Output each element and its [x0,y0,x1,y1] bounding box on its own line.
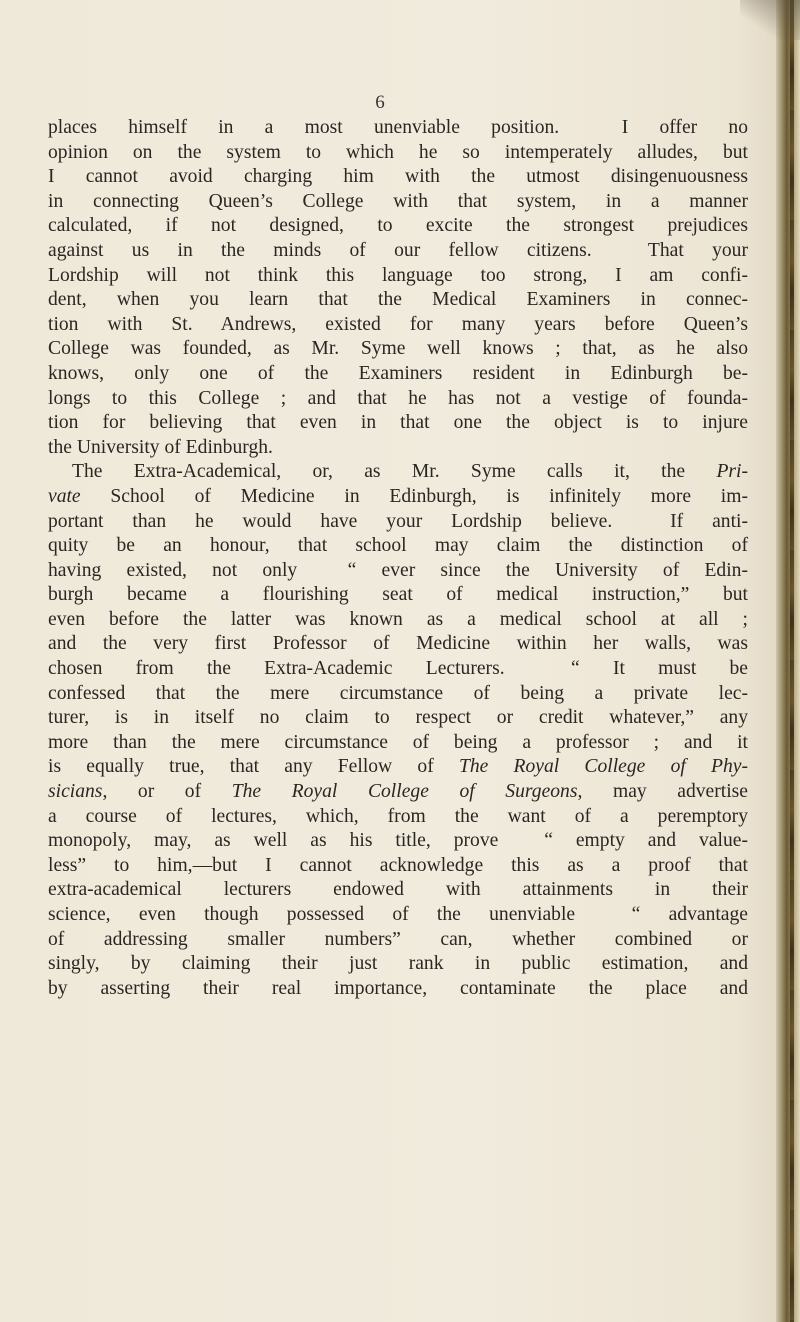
text-line [48,313,748,338]
text-line [48,952,748,977]
text-segment: tion for believing that even in that one the object is to injure [48,412,748,434]
text-segment: I cannot avoid charging him with the utmost disingenuousness [48,166,748,188]
text-line [48,854,748,879]
text-segment: by asserting their real importance, contaminate the place and [48,977,748,999]
text-line [48,239,748,264]
text-line [48,116,748,141]
text-segment: opinion on the system to which he so intemperately alludes, but [48,141,748,163]
text-segment: the University of Edinburgh. [48,436,273,458]
text-line [48,436,748,461]
text-line [48,288,748,313]
text-line [48,632,748,657]
text-segment: tion with St. Andrews, existed for many years before Queen’s [48,313,748,335]
text-segment: in connecting Queen’s College with that system, in a manner [48,190,748,212]
binding-corner-shadow [740,0,800,40]
text-line [48,559,748,584]
text-segment: places himself in a most unenviable position. I offer no [48,117,748,138]
text-segment: of addressing smaller numbers” can, whether combined or [48,928,748,950]
text-line [48,608,748,633]
text-segment: longs to this College ; and that he has not a vestige of founda- [48,387,748,409]
text-segment: College was founded, as Mr. Syme well knows ; that, as he also [48,338,748,360]
text-line [48,903,748,928]
text-line [48,682,748,707]
text-segment: monopoly, may, as well as his title, prove “ empty and value- [48,830,748,852]
text-segment: even before the latter was known as a medical school at all ; [48,608,748,630]
text-segment: a course of lectures, which, from the want of a peremptory [48,805,748,827]
text-segment: portant than he would have your Lordship believe. If anti- [48,510,748,532]
italic-text-segment: The Royal College of Phy- [458,756,749,778]
text-segment: , or of [102,781,232,803]
text-segment: Lordship will not think this language too strong, I am confi- [48,264,748,286]
italic-text-segment: The Royal College of Surgeons [231,781,578,803]
text-line [48,214,748,239]
page-number: 6 [375,92,385,113]
text-line [48,755,748,780]
text-segment: dent, when you learn that the Medical Examiners in connec- [48,289,748,311]
text-segment: School of Medicine in Edinburgh, is infinitely more im- [80,485,748,507]
book-binding-edge [776,0,800,1322]
text-line [48,387,748,412]
text-segment: burgh became a flourishing seat of medical instruction,” but [48,584,748,606]
italic-text-segment: sicians [48,781,103,803]
text-segment: and the very first Professor of Medicine within her walls, was [48,633,748,655]
text-segment: turer, is in itself no claim to respect or credit whatever,” any [48,707,748,729]
text-segment: is equally true, that any Fellow of [48,756,459,778]
body-text [48,116,748,1001]
text-line [48,731,748,756]
text-segment: The Extra-Academical, or, as Mr. Syme calls it, the [72,461,717,483]
binding-shadow [790,0,794,1322]
text-line [48,165,748,190]
text-line [48,657,748,682]
text-line [48,362,748,387]
text-line [48,780,748,805]
italic-text-segment: Pri- [716,461,748,483]
text-segment: knows, only one of the Examiners resident in Edinburgh be- [48,362,748,384]
text-segment: against us in the minds of our fellow citizens. That your [48,239,748,261]
text-segment: chosen from the Extra-Academic Lecturers. “ It must be [48,658,748,680]
text-segment: less” to him,—but I cannot acknowledge this as a proof that [48,854,748,876]
text-line [48,337,748,362]
text-line [48,829,748,854]
text-line [48,510,748,535]
text-line [48,141,748,166]
text-line [48,977,748,1002]
text-line [48,583,748,608]
text-segment: singly, by claiming their just rank in public estimation, and [48,953,748,975]
text-segment: extra-academical lecturers endowed with attainments in their [48,879,748,901]
text-segment: , may advertise [577,781,748,803]
text-line [48,190,748,215]
text-line [48,928,748,953]
text-line [48,878,748,903]
text-segment: more than the mere circumstance of being a professor ; and it [48,731,748,753]
text-segment: having existed, not only “ ever since the University of Edin- [48,559,748,581]
text-line [48,411,748,436]
text-segment: science, even though possessed of the unenviable “ advantage [48,904,748,925]
text-line [48,534,748,559]
text-segment: quity be an honour, that school may claim the distinction of [48,535,748,557]
text-line [48,460,748,485]
text-segment: calculated, if not designed, to excite the strongest prejudices [48,215,748,237]
text-line [48,264,748,289]
text-line [48,706,748,731]
text-segment: confessed that the mere circumstance of being a private lec- [48,682,748,704]
italic-text-segment: vate [48,485,81,507]
text-line [48,805,748,830]
text-line [48,485,748,510]
